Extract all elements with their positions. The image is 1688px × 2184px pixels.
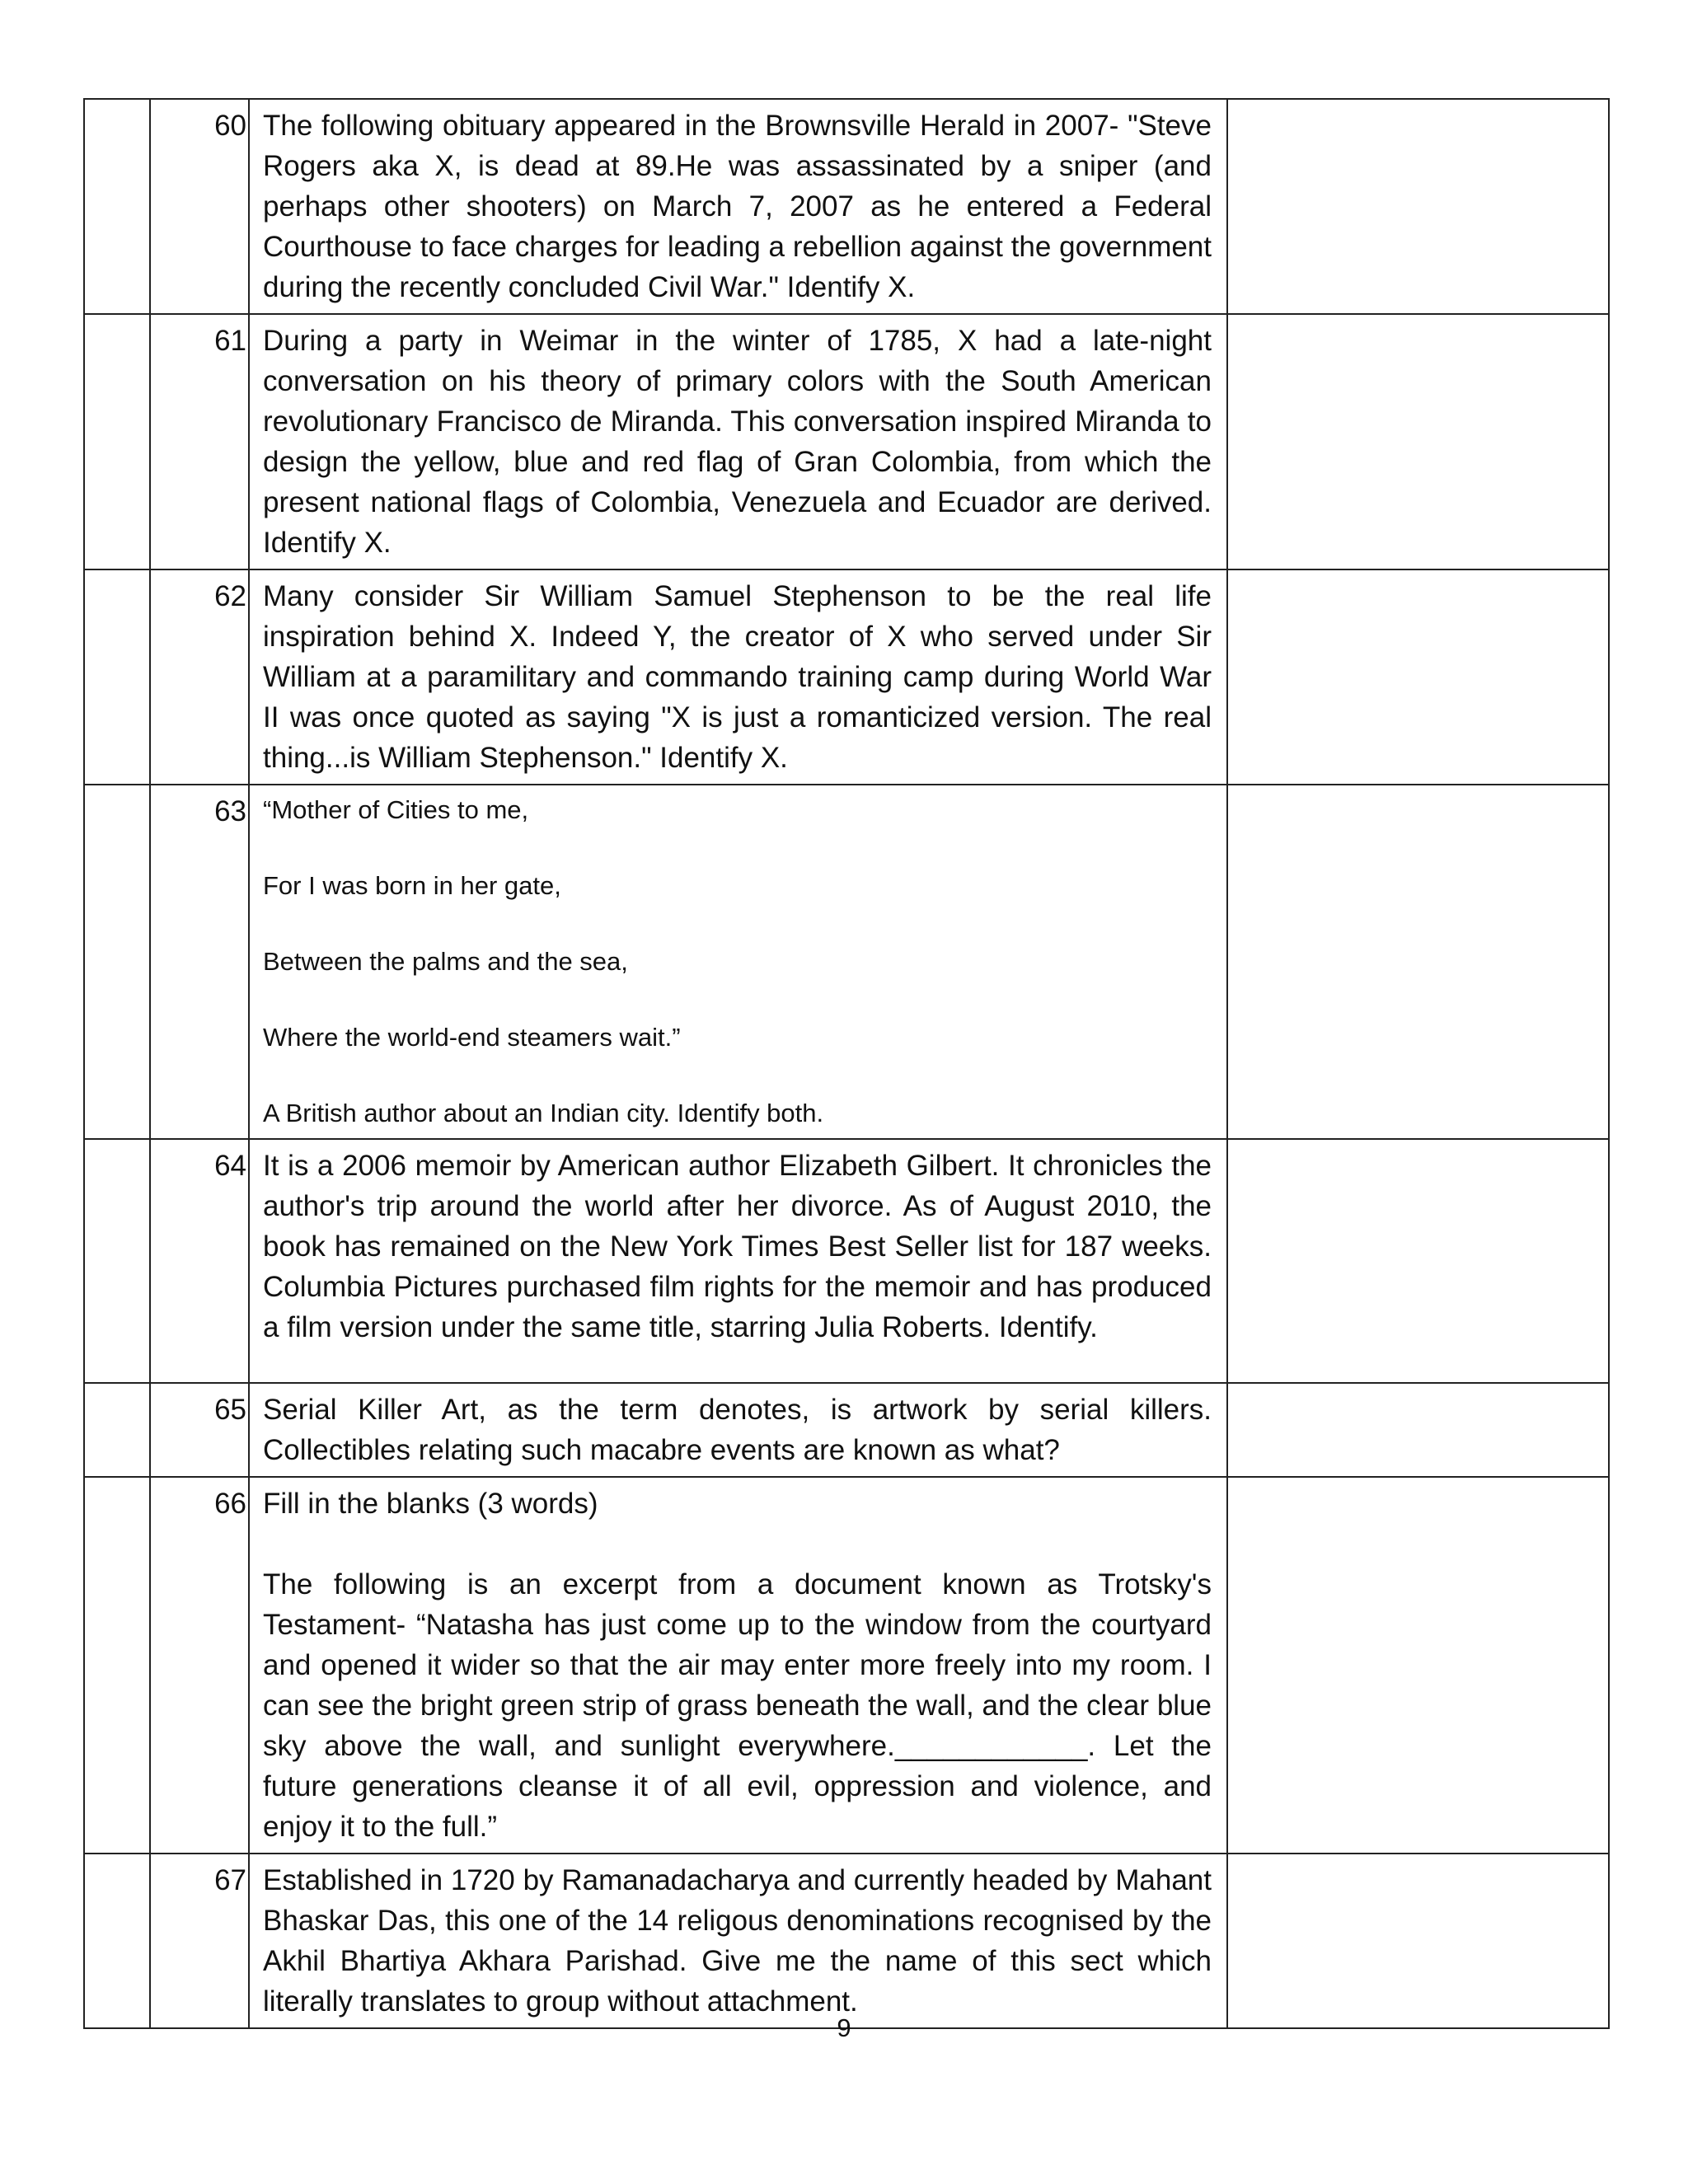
answer-cell (1227, 1383, 1609, 1477)
question-number: 60 (150, 99, 249, 314)
question-text (249, 1854, 1227, 2028)
blank-cell (84, 1477, 150, 1854)
answer-cell (1227, 569, 1609, 785)
blank-cell (84, 785, 150, 1139)
question-text (249, 785, 1227, 1139)
blank-cell (84, 314, 150, 569)
question-number: 65 (150, 1383, 249, 1477)
question-table (83, 98, 1610, 2029)
question-paragraph: Many consider Sir William Samuel Stephenson to be the real life inspiration behind X. Indeed Y, the creator of X who served under Sir William at a paramilitary and commando training camp during World War II was once quoted as saying "X is just a romanticized version. The real thing...is William Stephenson." Identify X. (263, 580, 1212, 774)
poem-line: For I was born in her gate, (263, 871, 561, 900)
poem-line: Where the world-end steamers wait.” (263, 1023, 681, 1052)
answer-cell (1227, 1477, 1609, 1854)
blank-cell (84, 1139, 150, 1383)
question-row-67 (84, 1854, 1609, 2028)
poem-line: Between the palms and the sea, (263, 947, 628, 976)
blank-cell (84, 99, 150, 314)
question-paragraph: Established in 1720 by Ramanadacharya and currently headed by Mahant Bhaskar Das, this one of the 14 religous denominations recognised by the Akhil Bhartiya Akhara Parishad. Give me the name of this sect which literally translates to group without attachment. (263, 1864, 1212, 2018)
question-number: 61 (150, 314, 249, 569)
question-text (249, 314, 1227, 569)
question-paragraph: During a party in Weimar in the winter of 1785, X had a late-night conversation on his theory of primary colors with the South American revolutionary Francisco de Miranda. This conversation inspired Miranda to design the yellow, blue and red flag of Gran Colombia, from which the present national flags of Colombia, Venezuela and Ecuador are derived. Identify X. (263, 325, 1212, 559)
question-text (249, 1477, 1227, 1854)
question-number: 63 (150, 785, 249, 1139)
answer-cell (1227, 1854, 1609, 2028)
question-text (249, 99, 1227, 314)
question-row-65 (84, 1383, 1609, 1477)
question-text (249, 569, 1227, 785)
question-row-62 (84, 569, 1609, 785)
answer-cell (1227, 785, 1609, 1139)
question-number: 66 (150, 1477, 249, 1854)
answer-cell (1227, 99, 1609, 314)
question-row-61 (84, 314, 1609, 569)
question-text (249, 1139, 1227, 1383)
page-number: 9 (837, 2013, 851, 2042)
question-paragraph: The following obituary appeared in the Brownsville Herald in 2007- "Steve Rogers aka X, is dead at 89.He was assassinated by a sniper (and perhaps other shooters) on March 7, 2007 as he entered a Federal Courthouse to face charges for leading a rebellion against the government during the recently concluded Civil War." Identify X. (263, 110, 1212, 303)
question-paragraph: A British author about an Indian city. Identify both. (263, 1099, 824, 1127)
question-paragraph: It is a 2006 memoir by American author Elizabeth Gilbert. It chronicles the author's trip around the world after her divorce. As of August 2010, the book has remained on the New York Times Best Seller list for 187 weeks. Columbia Pictures purchased film rights for the memoir and has produced a film version under the same title, starring Julia Roberts. Identify. (263, 1150, 1212, 1343)
blank-cell (84, 1383, 150, 1477)
answer-cell (1227, 314, 1609, 569)
question-row-60 (84, 99, 1609, 314)
question-number: 67 (150, 1854, 249, 2028)
question-paragraph: Fill in the blanks (3 words) (263, 1488, 598, 1520)
question-row-66 (84, 1477, 1609, 1854)
question-row-64 (84, 1139, 1609, 1383)
blank-cell (84, 569, 150, 785)
answer-cell (1227, 1139, 1609, 1383)
poem-line: “Mother of Cities to me, (263, 795, 529, 824)
question-number: 62 (150, 569, 249, 785)
question-text (249, 1383, 1227, 1477)
question-paragraph: Serial Killer Art, as the term denotes, is artwork by serial killers. Collectibles relating such macabre events are known as what? (263, 1394, 1212, 1466)
blank-cell (84, 1854, 150, 2028)
question-number: 64 (150, 1139, 249, 1383)
question-row-63 (84, 785, 1609, 1139)
question-paragraph: The following is an excerpt from a document known as Trotsky's Testament- “Natasha has just come up to the window from the courtyard and opened it wider so that the air may enter more freely into my room. I can see the bright green strip of grass beneath the wall, and the clear blue sky above the wall, and sunlight everywhere.____________. Let the future generations cleanse it of all evil, oppression and violence, and enjoy it to the full.” (263, 1568, 1212, 1843)
